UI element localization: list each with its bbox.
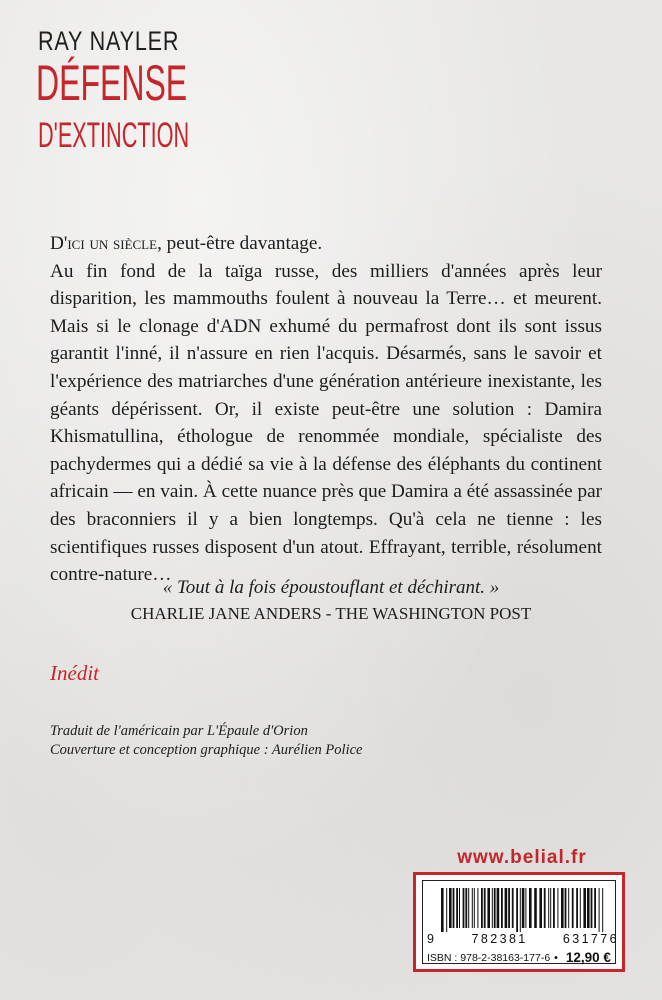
barcode-bar (544, 888, 546, 928)
barcode-frame (422, 880, 619, 965)
barcode-bar (501, 888, 503, 928)
review-source: CHARLIE JANE ANDERS - THE WASHINGTON POST (130, 604, 532, 623)
barcode-bar (441, 888, 444, 932)
barcode-bar (522, 888, 525, 928)
review-quote: « Tout à la fois époustouflant et déchirant. » (162, 577, 500, 598)
barcode-bar (474, 888, 475, 928)
barcode-bar (602, 888, 603, 932)
ean-first-digit: 9 (427, 932, 437, 946)
barcode-bar (459, 888, 460, 928)
barcode-bar (568, 888, 569, 928)
ean-left-group: 782381 (471, 932, 528, 946)
isbn-price-line (427, 950, 619, 965)
barcode-bar (572, 888, 574, 928)
book-title-line-1: DÉFENSE (36, 55, 188, 111)
cover-design-credit: Couverture et conception graphique : Aurélien Police (50, 742, 363, 758)
book-title-line-2: D'EXTINCTION (38, 116, 190, 155)
barcode-bar (557, 888, 558, 928)
barcode-bar (565, 888, 567, 928)
barcode-bar (487, 888, 490, 928)
barcode-bar (594, 888, 596, 928)
barcode-bar (456, 888, 458, 928)
barcode-bar (463, 888, 465, 928)
barcode-bar (516, 888, 518, 932)
barcode-bar (548, 888, 549, 928)
barcode-bar (561, 888, 564, 928)
barcode-bar (492, 888, 493, 928)
barcode-bar (539, 888, 542, 928)
price: 12,90 € (565, 950, 611, 965)
barcode-bar (587, 888, 590, 928)
barcode-bar (580, 888, 581, 928)
barcode-bar (529, 888, 532, 928)
barcode-bar (449, 888, 452, 928)
barcode-bar (599, 888, 600, 932)
barcode-bar (472, 888, 473, 928)
barcode-bar (591, 888, 593, 928)
barcode-bar (481, 888, 483, 928)
publisher-url[interactable]: www.belial.fr (457, 846, 587, 868)
barcode-bar (468, 888, 469, 928)
blurb-lead-smallcaps: D'ici un siècle (50, 233, 158, 254)
barcode-bar (525, 888, 526, 928)
blurb (50, 230, 602, 589)
barcode-bar (520, 888, 521, 932)
barcode-bar (512, 888, 514, 928)
barcode-bar (446, 888, 447, 932)
barcode-bar (484, 888, 486, 928)
blurb-lead-rest: , peut-être davantage. (157, 233, 323, 254)
barcode-bar (534, 888, 537, 928)
blurb-lead (50, 230, 602, 258)
blurb-body: Au fin fond de la taïga russe, des milliers d'années après leur disparition, les mammouths foulent à nouveau la Terre… et meurent. Mais si le clonage d'ADN exhumé du permafrost dont ils sont issus garantit l'inné, il n'assure en rien l'acquis. Désarmés, sans le savoir et l'expérience des matriarches d'une génération antérieure inexistante, les géants dépérissent. Or, il existe peut-être une solution : Damira Khismatullina, éthologue de renommée mondiale, spécialiste des pachydermes qui a dédié sa vie à la défense des éléphants du continent africain — en vain. À cette nuance près que Damira a été assassinée par des braconniers il y a bien longtemps. Qu'à cela ne tienne : les scientifiques russes disposent d'un atout. Effrayant, terrible, résolument contre-nature… (50, 260, 602, 586)
barcode-bars (437, 888, 607, 932)
barcode-bar (497, 888, 500, 928)
author-name: RAY NAYLER (38, 26, 180, 56)
barcode-bar (553, 888, 555, 928)
barcode-bar (453, 888, 455, 928)
inedit-label: Inédit (50, 661, 99, 685)
separator-bullet: • (554, 951, 558, 964)
barcode-bar (508, 888, 510, 928)
translation-credit: Traduit de l'américain par L'Épaule d'Orion (50, 723, 308, 739)
barcode-bar (505, 888, 508, 928)
barcode-bar (465, 888, 467, 928)
ean-digits (427, 932, 619, 946)
barcode-panel (413, 872, 625, 972)
barcode-bar (576, 888, 578, 928)
barcode-bar (550, 888, 551, 928)
barcode-bar (477, 888, 478, 928)
ean-right-group: 631776 (562, 932, 619, 946)
barcode-bar (494, 888, 496, 928)
isbn-number: ISBN : 978-2-38163-177-6 (427, 951, 551, 964)
barcode-bar (583, 888, 586, 928)
